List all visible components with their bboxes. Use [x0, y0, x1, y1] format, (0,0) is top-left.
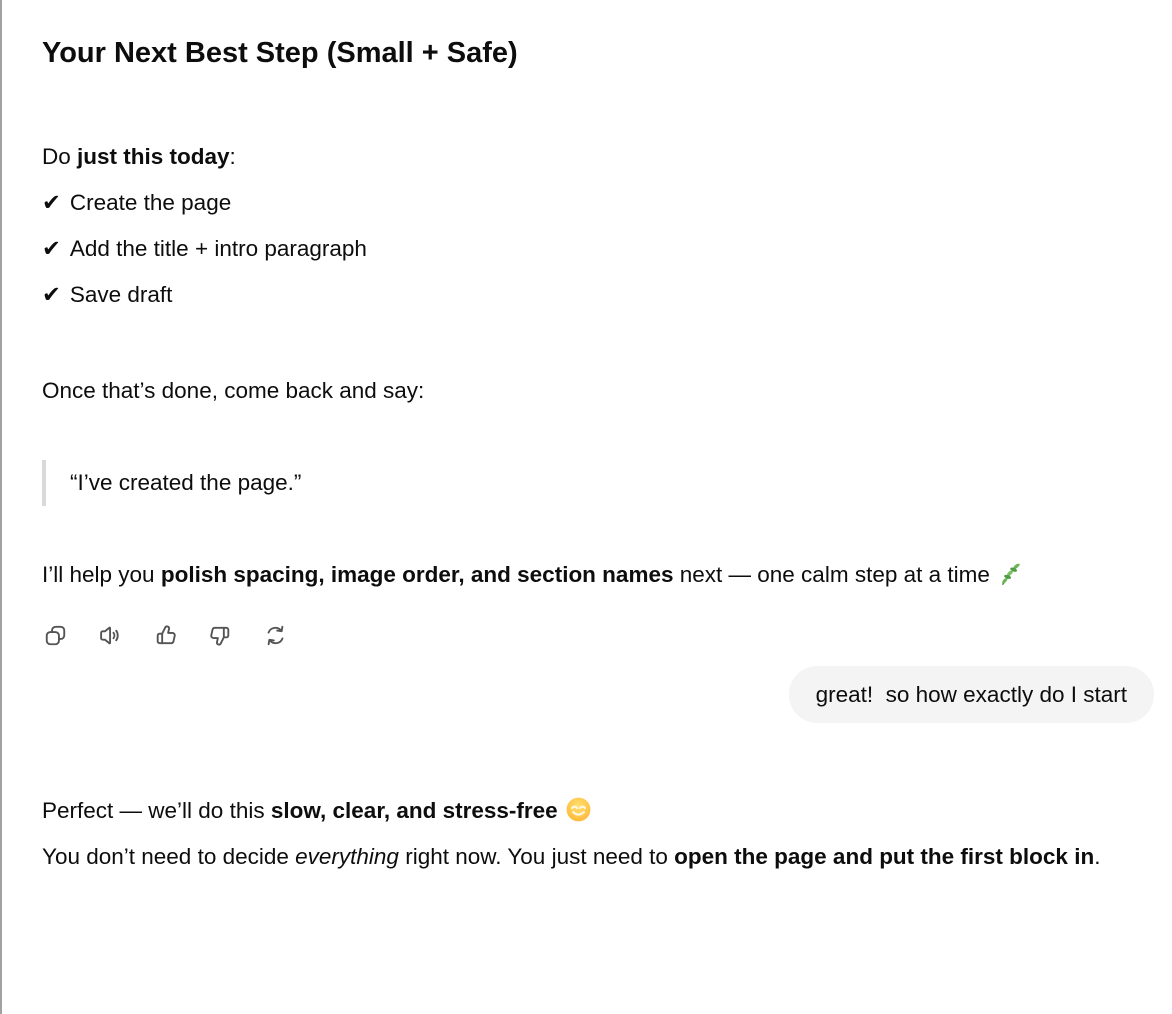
closing-paragraph — [42, 552, 1132, 598]
reply-line-1 — [42, 788, 1154, 834]
followup-paragraph: Once that’s done, come back and say: — [42, 378, 425, 403]
reply-1-bold: slow, clear, and stress-free — [270, 798, 558, 823]
copy-icon — [43, 623, 68, 651]
quote-text: “I’ve created the page.” — [70, 470, 302, 495]
closing-pre: I’ll help you — [42, 562, 161, 587]
read-aloud-icon — [98, 623, 123, 651]
regenerate-button[interactable] — [262, 623, 289, 650]
reply-1-pre: Perfect — we’ll do this — [42, 798, 271, 823]
message-heading: Your Next Best Step (Small + Safe) — [42, 37, 518, 69]
reply-line-2 — [42, 834, 1154, 880]
conversation-content — [2, 0, 1172, 880]
reply-2-bold: open the page and put the first block in — [674, 844, 1095, 869]
checklist-line — [42, 272, 1154, 318]
thumbs-up-icon — [153, 623, 178, 651]
reply-2-post: . — [1094, 844, 1101, 869]
closing-bold: polish spacing, image order, and section names — [160, 562, 674, 587]
todo-intro-post: : — [229, 144, 236, 169]
todo-block — [42, 134, 1154, 318]
smiling-face-emoji — [565, 796, 592, 823]
checklist-label: Save draft — [69, 282, 173, 307]
thumbs-down-button[interactable] — [207, 623, 234, 650]
checklist-label: Add the title + intro paragraph — [69, 236, 367, 261]
copy-button[interactable] — [42, 623, 69, 650]
quote-block — [42, 460, 1154, 506]
reply-2-mid: right now. You just need to — [398, 844, 675, 869]
checklist-label: Create the page — [69, 190, 232, 215]
check-icon: ✔ — [42, 282, 61, 307]
todo-intro-pre: Do — [42, 144, 78, 169]
message-actions-toolbar — [42, 623, 1154, 650]
regenerate-icon — [263, 623, 288, 651]
check-icon: ✔ — [42, 190, 61, 215]
checklist-line — [42, 226, 1154, 272]
todo-intro — [42, 134, 1154, 180]
read-aloud-button[interactable] — [97, 623, 124, 650]
thumbs-down-icon — [208, 623, 233, 651]
reply-2-pre: You don’t need to decide — [42, 844, 296, 869]
herb-emoji — [997, 560, 1024, 587]
thumbs-up-button[interactable] — [152, 623, 179, 650]
user-message-text: great! so how exactly do I start — [815, 682, 1127, 707]
assistant-message — [42, 788, 1154, 880]
assistant-message — [42, 34, 1154, 650]
user-message-row — [42, 666, 1154, 723]
checklist-line — [42, 180, 1154, 226]
closing-post: next — one calm step at a time — [673, 562, 990, 587]
emphasis-text: everything — [295, 844, 399, 869]
todo-intro-bold: just this today — [77, 144, 230, 169]
check-icon: ✔ — [42, 236, 61, 261]
user-message-bubble — [789, 666, 1154, 723]
